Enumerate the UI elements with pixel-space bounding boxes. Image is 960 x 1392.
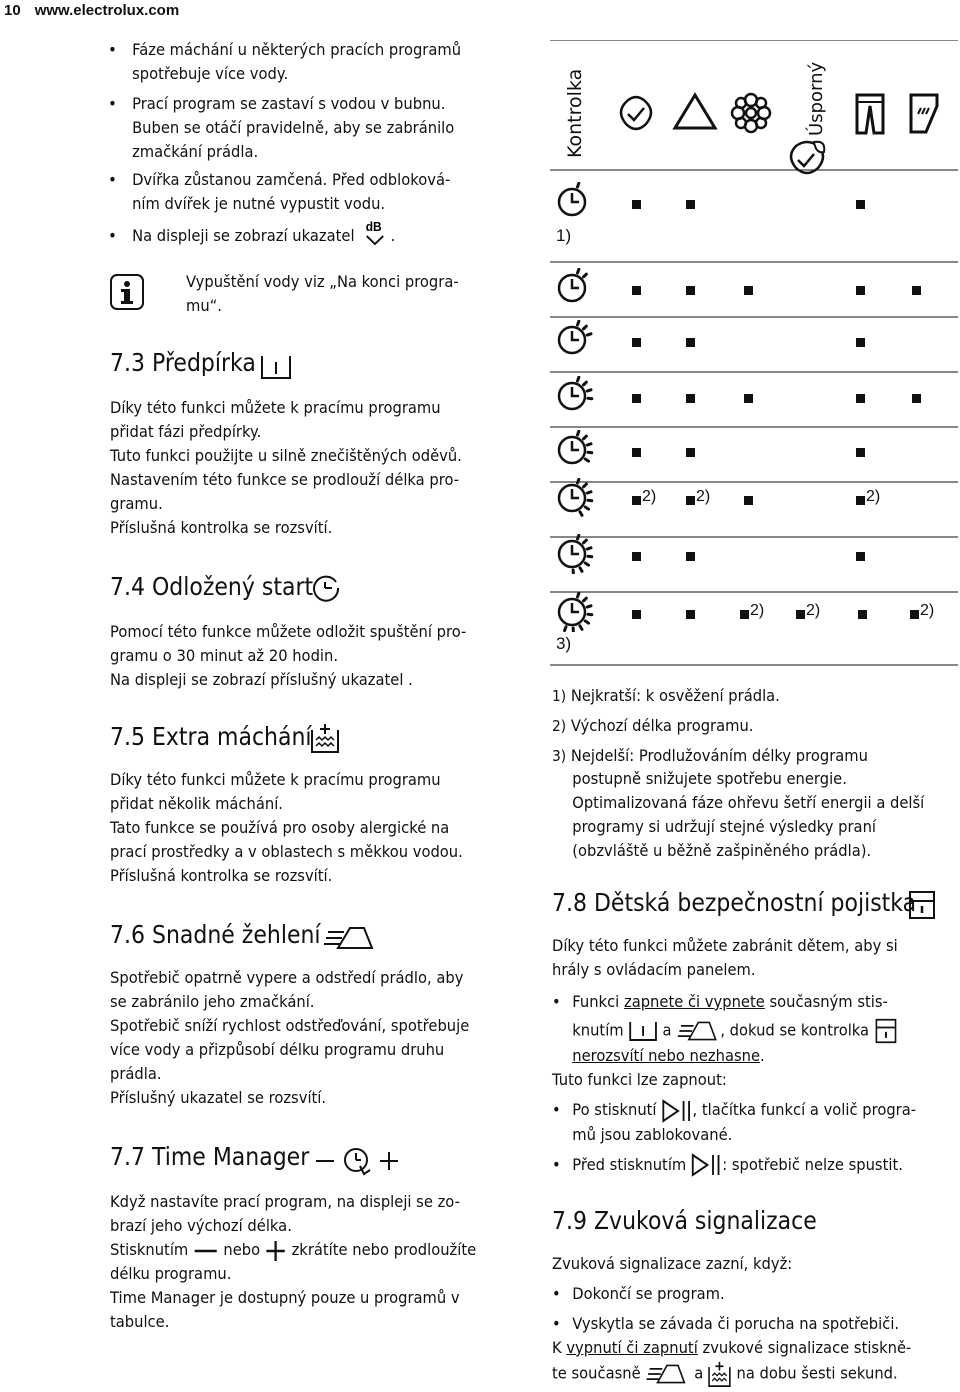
row8-note: 3) bbox=[556, 634, 572, 653]
time-manager-icon bbox=[345, 1149, 370, 1174]
page-header bbox=[4, 2, 179, 19]
table-mark bbox=[912, 286, 921, 295]
plus-icon bbox=[265, 1240, 287, 1262]
table-mark bbox=[632, 200, 641, 209]
table-mark bbox=[856, 496, 865, 505]
list-item: • Funkci zapnete či vypnete současným stis- knutím a , dokud se kontrolka nerozsvítí nebo nezhasne. bbox=[552, 990, 916, 1068]
eco-icon bbox=[786, 138, 828, 178]
section-7-8-title: 7.8 Dětská bezpečnostní pojistka bbox=[552, 888, 917, 917]
child-lock-icon bbox=[908, 890, 936, 920]
list-item: • Vyskytla se závada či porucha na spotřebiči. bbox=[552, 1314, 900, 1333]
table-mark bbox=[744, 286, 753, 295]
section-7-7-body: Když nastavíte prací program, na displeji se zo- brazí jeho výchozí délka. Stisknutím nebo zkrátíte nebo prodloužíte délku programu. Time Manager je dostupný pouze u programů v tabulce. bbox=[110, 1192, 477, 1331]
list-item: • Po stisknutí , tlačítka funkcí a volič progra- mů jsou zablokované. bbox=[552, 1100, 917, 1144]
list-item: • Dvířka zůstanou zamčená. Před odbloková- ním dvířek je nutné vypustit vodu. bbox=[108, 170, 451, 213]
prewash-icon bbox=[628, 1020, 657, 1042]
col-header-eco: Úsporný bbox=[806, 61, 827, 136]
table-mark bbox=[796, 610, 805, 619]
table-mark bbox=[686, 338, 695, 347]
table-mark bbox=[686, 394, 695, 403]
section-7-6-body: Spotřebič opatrně vypere a odstředí prádlo, aby se zabránilo jeho zmačkání. Spotřebič sníží rychlost odstřeďování, spotřebuje více vody a přizpůsobí délku programu druhu prádla. Příslušný ukazatel se rozsvítí. bbox=[110, 968, 470, 1107]
section-7-8-body: Díky této funkci můžete zabránit dětem, aby si hrály s ovládacím panelem. • Funkci zapnete či vypnete současným stis- knutím a , dokud se kontrolka nerozsvítí nebo nezhasne. Tuto funkci lze zapnout: • Po stisknutí , tlačítka funkcí a volič progra- mů jsou zablokované. • Před stisknutím : spotřebič nelze spustit. bbox=[552, 934, 916, 1177]
section-7-4-title: 7.4 Odložený start bbox=[110, 572, 314, 601]
plus-icon bbox=[380, 1152, 398, 1170]
table-mark bbox=[632, 496, 641, 505]
time-manager-icons bbox=[316, 1146, 406, 1176]
cotton-icon bbox=[616, 92, 656, 136]
list-item: • Fáze máchání u některých pracích programů spotřebuje více vody. bbox=[108, 40, 462, 83]
info-note: Vypuštění vody viz „Na konci progra- mu“. bbox=[186, 272, 459, 315]
table-mark bbox=[632, 552, 641, 561]
footnote: 3) Nejdelší: Prodlužováním délky programu postupně snižujete spotřebu energie. Optimalizovaná fáze ohřevu šetří energii a delší programy si udržují stejné výsledky praní (obzvláště u běžně zašpiněného prádla). bbox=[552, 746, 925, 860]
easy-iron-icon bbox=[676, 1019, 720, 1043]
table-mark-note: 2) bbox=[920, 602, 935, 619]
list-item: • Před stisknutím : spotřebič nelze spustit. bbox=[552, 1153, 916, 1178]
table-mark bbox=[686, 200, 695, 209]
section-7-9-title: 7.9 Zvuková signalizace bbox=[552, 1206, 817, 1235]
extra-rinse-icon bbox=[708, 1360, 732, 1388]
start-pause-icon bbox=[661, 1099, 692, 1123]
table-mark-note: 2) bbox=[866, 488, 881, 505]
table-mark bbox=[740, 610, 749, 619]
table-mark bbox=[856, 552, 865, 561]
table-mark bbox=[856, 338, 865, 347]
section-7-5-title: 7.5 Extra máchání bbox=[110, 722, 312, 751]
section-7-9-body: Zvuková signalizace zazní, když: • Dokončí se program. • Vyskytla se závada či porucha na spotřebiči. K vypnutí či zapnutí zvukové signalizace stiskně- te současně a na dobu šesti sekund. bbox=[552, 1252, 911, 1388]
minus-icon bbox=[193, 1245, 219, 1257]
table-mark bbox=[858, 610, 867, 619]
duration-clock-icon bbox=[554, 534, 596, 574]
table-mark bbox=[632, 610, 641, 619]
program-time-table bbox=[550, 40, 960, 680]
duration-clock-icon bbox=[554, 430, 596, 470]
footnotes bbox=[552, 684, 924, 863]
table-mark-note: 2) bbox=[750, 602, 765, 619]
child-lock-icon bbox=[874, 1018, 898, 1044]
delayed-start-icon bbox=[310, 574, 342, 602]
duration-clock-icon bbox=[554, 182, 596, 222]
table-mark bbox=[686, 552, 695, 561]
list-item: • Dokončí se program. bbox=[552, 1284, 725, 1303]
page-number: 10 bbox=[4, 2, 21, 19]
footnote: 1) Nejkratší: k osvěžení prádla. bbox=[552, 686, 780, 705]
duration-clock-icon bbox=[554, 592, 596, 632]
table-mark bbox=[632, 448, 641, 457]
table-mark bbox=[910, 610, 919, 619]
table-mark bbox=[856, 448, 865, 457]
table-mark bbox=[632, 286, 641, 295]
table-mark bbox=[856, 394, 865, 403]
wool-icon bbox=[908, 92, 940, 134]
section-7-7-title: 7.7 Time Manager bbox=[110, 1142, 310, 1171]
easy-iron-icon bbox=[324, 924, 376, 952]
table-mark bbox=[856, 200, 865, 209]
prewash-icon bbox=[260, 354, 292, 380]
row1-note: 1) bbox=[556, 226, 572, 245]
svg-text:dB: dB bbox=[365, 219, 382, 234]
footnote: 2) Výchozí délka programu. bbox=[552, 716, 754, 735]
jeans-icon bbox=[854, 92, 886, 136]
section-7-3-title: 7.3 Předpírka bbox=[110, 348, 256, 377]
table-mark bbox=[686, 610, 695, 619]
table-mark bbox=[744, 496, 753, 505]
duration-clock-icon bbox=[554, 376, 596, 416]
section-7-5-body: Díky této funkci můžete k pracímu programu přidat několik máchání. Tato funkce se používá pro osoby alergické na prací prostředky a v oblastech s měkkou vodou. Příslušná kontrolka se rozsvítí. bbox=[110, 770, 463, 885]
duration-clock-icon bbox=[554, 478, 596, 518]
table-mark bbox=[686, 496, 695, 505]
site-url: www.electrolux.com bbox=[34, 2, 180, 19]
extra-rinse-icon bbox=[310, 722, 340, 754]
info-icon bbox=[110, 272, 144, 312]
duration-clock-icon bbox=[554, 268, 596, 308]
list-item: • Prací program se zastaví s vodou v bubnu. Buben se otáčí pravidelně, aby se zabránilo zmačkání prádla. bbox=[108, 94, 455, 161]
section-7-3-body: Díky této funkci můžete k pracímu programu přidat fázi předpírky. Tuto funkci použijte u silně znečištěných oděvů. Nastavením této funkce se prodlouží délka pro- gramu. Příslušná kontrolka se rozsvítí. bbox=[110, 398, 462, 537]
table-mark-note: 2) bbox=[696, 488, 711, 505]
section-7-6-title: 7.6 Snadné žehlení bbox=[110, 920, 321, 949]
table-mark bbox=[744, 394, 753, 403]
bullet-list-top bbox=[110, 38, 461, 248]
table-mark-note: 2) bbox=[806, 602, 821, 619]
start-pause-icon bbox=[691, 1153, 722, 1177]
delicates-icon bbox=[730, 92, 772, 134]
synthetics-icon bbox=[672, 92, 718, 132]
table-mark bbox=[912, 394, 921, 403]
duration-clock-icon bbox=[554, 320, 596, 360]
section-7-4-body: Pomocí této funkce můžete odložit spuštění pro- gramu o 30 minut až 20 hodin. Na displeji se zobrazí příslušný ukazatel . bbox=[110, 622, 467, 689]
table-header-kontrolka: Kontrolka bbox=[564, 68, 586, 158]
table-mark-note: 2) bbox=[642, 488, 657, 505]
easy-iron-icon bbox=[645, 1362, 689, 1386]
table-mark bbox=[632, 394, 641, 403]
table-mark bbox=[686, 286, 695, 295]
table-mark bbox=[632, 338, 641, 347]
list-item: • Na displeji se zobrazí ukazatel dB . bbox=[108, 219, 396, 245]
table-mark bbox=[686, 448, 695, 457]
db-icon bbox=[363, 219, 389, 247]
table-mark bbox=[856, 286, 865, 295]
